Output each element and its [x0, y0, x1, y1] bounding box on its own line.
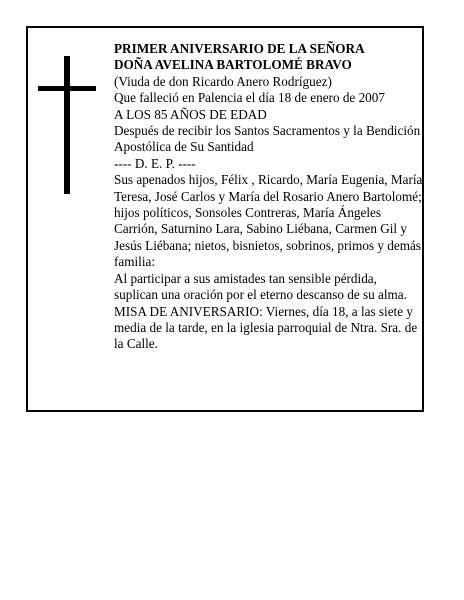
rip-line: ---- D. E. P. ---- [114, 155, 196, 171]
mass-paragraph: MISA DE ANIVERSARIO: Viernes, día 18, a las siete y media de la tarde, en la iglesia parroquial de Ntra. Sra. de la Calle. [114, 303, 418, 352]
obituary-notice [26, 26, 424, 412]
family-paragraph: Sus apenados hijos, Félix , Ricardo, María Eugenia, María Teresa, José Carlos y María del Rosario Anero Bartolomé; hijos políticos, Sonsoles Contreras, María Ángeles Carrión, Saturnino Lara, Sabino Liébana, Carmen Gil y Jesús Liébana; nietos, bisnietos, sobrinos, primos y demás familia: [114, 172, 423, 270]
sacraments-paragraph: Después de recibir los Santos Sacramentos y la Bendición Apostólica de Su Santidad [114, 123, 421, 155]
cross-vertical-bar [64, 56, 70, 194]
notice-title-line2: DOÑA AVELINA BARTOLOMÉ BRAVO [114, 57, 352, 73]
cross-horizontal-bar [38, 86, 96, 91]
notice-text [114, 41, 424, 353]
age-line: A LOS 85 AÑOS DE EDAD [114, 106, 267, 122]
widow-of-line: (Viuda de don Ricardo Anero Rodríguez) [114, 73, 332, 89]
death-info-line: Que falleció en Palencia el día 18 de enero de 2007 [114, 90, 385, 106]
request-paragraph: Al participar a sus amistades tan sensible pérdida, suplican una oración por el eterno descanso de su alma. [114, 270, 407, 303]
notice-title-line1: PRIMER ANIVERSARIO DE LA SEÑORA [114, 41, 365, 56]
